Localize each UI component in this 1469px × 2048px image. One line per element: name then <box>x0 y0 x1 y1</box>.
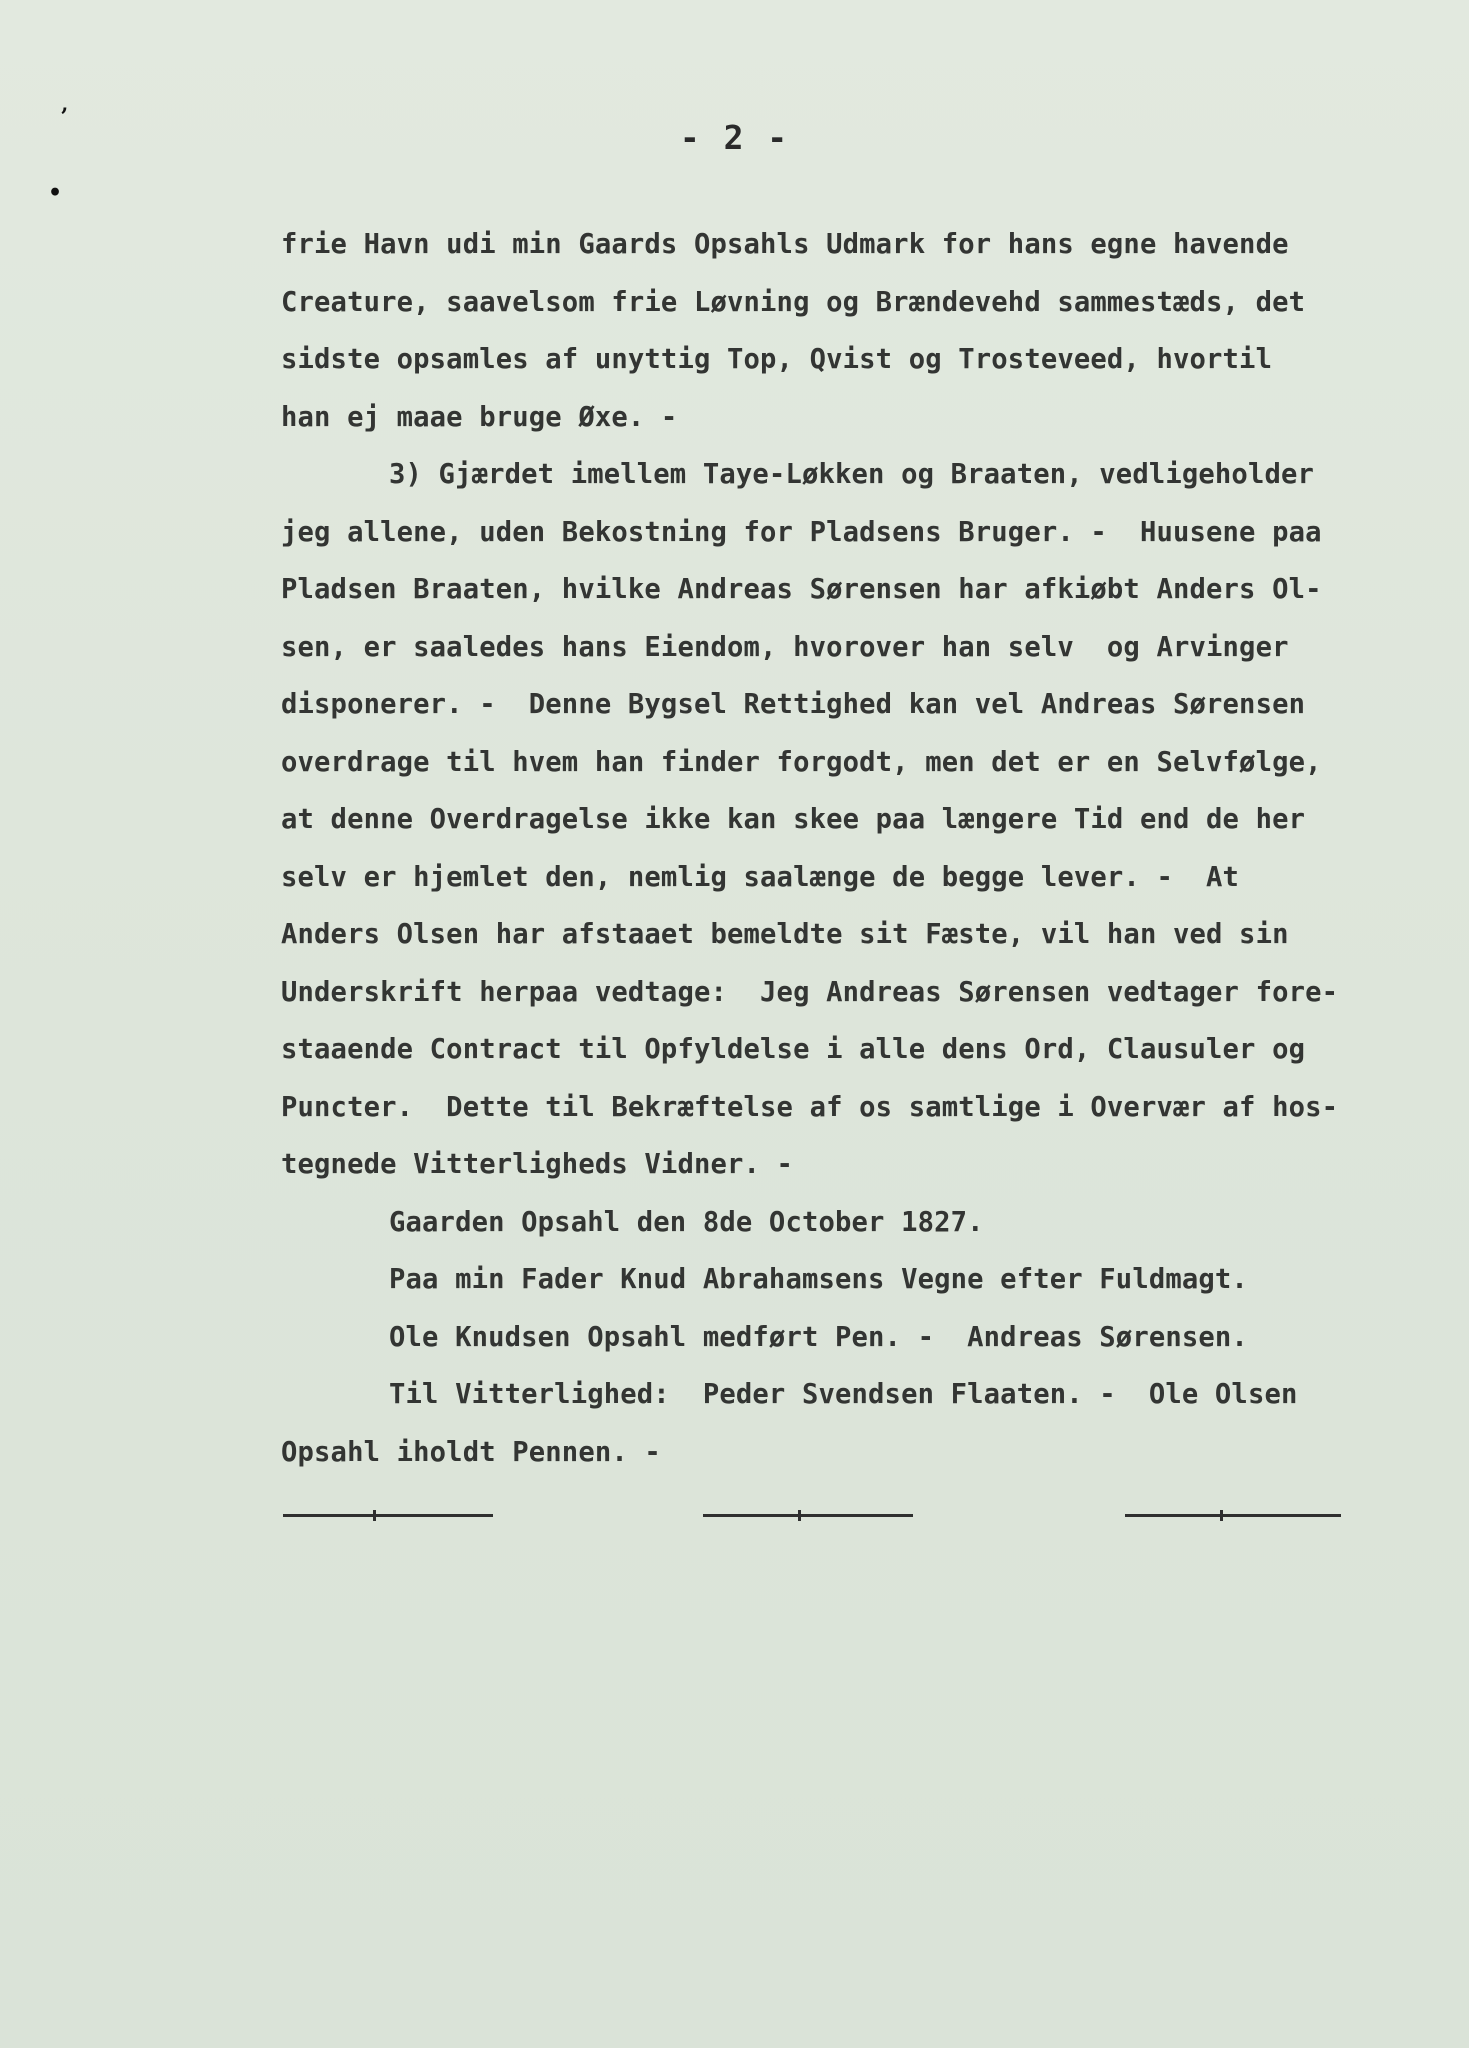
separator-rules <box>0 1510 1469 1520</box>
separator-tick <box>373 1510 376 1521</box>
text-line: at denne Overdragelse ikke kan skee paa længere Tid end de her <box>281 804 1306 835</box>
text-line: Til Vitterlighed: Peder Svendsen Flaaten. - Ole Olsen <box>389 1379 1298 1410</box>
separator-rule-left <box>283 1514 493 1517</box>
text-line: Gaarden Opsahl den 8de October 1827. <box>389 1206 984 1238</box>
text-line: frie Havn udi min Gaards Opsahls Udmark for hans egne havende <box>281 229 1289 260</box>
text-line: overdrage til hvem han finder forgodt, men det er en Selvfølge, <box>281 746 1322 778</box>
text-line: jeg allene, uden Bekostning for Pladsens Bruger. - Huusene paa <box>281 516 1322 548</box>
text-line: 3) Gjærdet imellem Taye-Løkken og Braaten, vedligeholder <box>389 459 1315 490</box>
page-number: - 2 - <box>679 118 790 157</box>
separator-tick <box>1220 1510 1223 1521</box>
text-line: Ole Knudsen Opsahl medført Pen. - Andreas Sørensen. <box>389 1321 1248 1353</box>
text-line: sidste opsamles af unyttig Top, Qvist og Trosteveed, hvortil <box>281 344 1273 375</box>
text-line: Anders Olsen har afstaaet bemeldte sit Fæste, vil han ved sin <box>281 919 1289 950</box>
text-line: selv er hjemlet den, nemlig saalænge de begge lever. - At <box>281 861 1240 893</box>
text-line: staaende Contract til Opfyldelse i alle dens Ord, Clausuler og <box>281 1034 1306 1065</box>
text-line: Underskrift herpaa vedtage: Jeg Andreas Sørensen vedtager fore- <box>281 976 1339 1008</box>
text-line: Puncter. Dette til Bekræftelse af os samtlige i Overvær af hos- <box>281 1091 1339 1123</box>
text-line: han ej maae bruge Øxe. - <box>281 401 678 433</box>
text-line: tegnede Vitterligheds Vidner. - <box>281 1149 794 1180</box>
separator-tick <box>798 1510 801 1521</box>
text-line: Creature, saavelsom frie Løvning og Brændevehd sammestæds, det <box>281 286 1306 318</box>
margin-mark-bottom: • <box>48 180 63 206</box>
text-line: Opsahl iholdt Pennen. - <box>281 1436 661 1468</box>
text-line: Paa min Fader Knud Abrahamsens Vegne efter Fuldmagt. <box>389 1264 1248 1295</box>
text-line: disponerer. - Denne Bygsel Rettighed kan vel Andreas Sørensen <box>281 689 1306 720</box>
text-line: Pladsen Braaten, hvilke Andreas Sørensen har afkiøbt Anders Ol- <box>281 574 1322 605</box>
text-line: sen, er saaledes hans Eiendom, hvorover han selv og Arvinger <box>281 631 1289 663</box>
separator-rule-center <box>703 1514 913 1517</box>
document-body <box>281 216 1421 1481</box>
margin-mark-top: ʼ <box>60 104 68 130</box>
separator-rule-right <box>1125 1514 1341 1517</box>
